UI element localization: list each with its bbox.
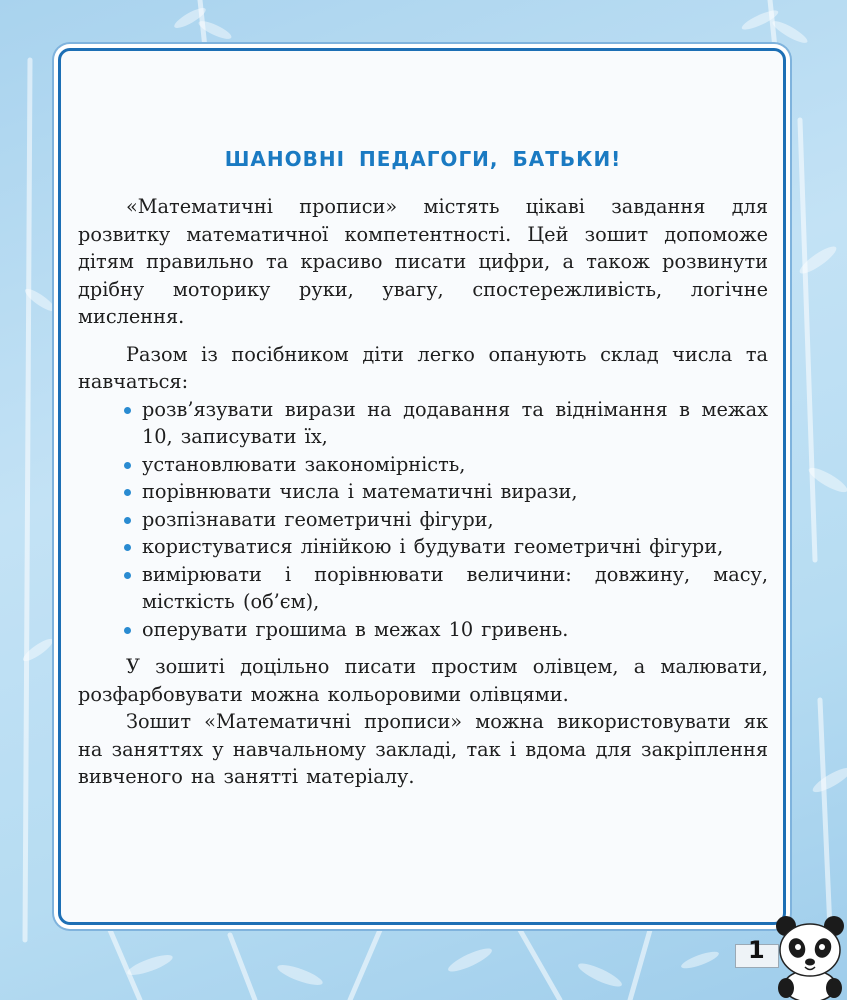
list-item: розпізнавати геометричні фігури, — [122, 506, 768, 534]
lead-paragraph: Разом із посібником діти легко опанують склад числа та навчаться: — [78, 342, 768, 393]
panda-icon — [772, 912, 847, 1000]
bullet-dot-icon — [124, 462, 131, 469]
panel-content — [78, 147, 768, 801]
list-item: порівнювати числа і математичні вирази, — [122, 478, 768, 506]
list-item: користуватися лінійкою і будувати геометричні фігури, — [122, 533, 768, 561]
list-item: розв’язувати вирази на додавання та віднімання в межах 10, записувати їх, — [122, 396, 768, 451]
page-title: ШАНОВНІ ПЕДАГОГИ, БАТЬКИ! — [224, 147, 622, 171]
bullet-dot-icon — [124, 627, 131, 634]
bullet-dot-icon — [124, 489, 131, 496]
list-item: вимірювати і порівнювати величини: довжину, масу, місткість (об’єм), — [122, 561, 768, 616]
skills-list — [78, 396, 768, 644]
bullet-dot-icon — [124, 544, 131, 551]
bullet-dot-icon — [124, 572, 131, 579]
page-number: 1 — [748, 936, 765, 964]
list-item: установлювати закономірність, — [122, 451, 768, 479]
text-panel — [58, 48, 786, 925]
bullet-dot-icon — [124, 517, 131, 524]
bullet-dot-icon — [124, 407, 131, 414]
intro-paragraph: «Математичні прописи» містять цікаві завдання для розвитку математичної компетентності. Цей зошит допоможе дітям правильно та красиво писати цифри, а також розвинути дрібну моторику руки, увагу, спостережливість, логічне мислення. — [78, 195, 768, 328]
list-item: оперувати грошима в межах 10 гривень. — [122, 616, 768, 644]
pencil-paragraph: У зошиті доцільно писати простим олівцем, а малювати, розфарбовувати можна кольоровими олівцями. — [78, 655, 768, 706]
usage-paragraph: Зошит «Математичні прописи» можна використовувати як на заняттях у навчальному закладі, так і вдома для закріплення вивченого на занятті матеріалу. — [78, 710, 768, 788]
